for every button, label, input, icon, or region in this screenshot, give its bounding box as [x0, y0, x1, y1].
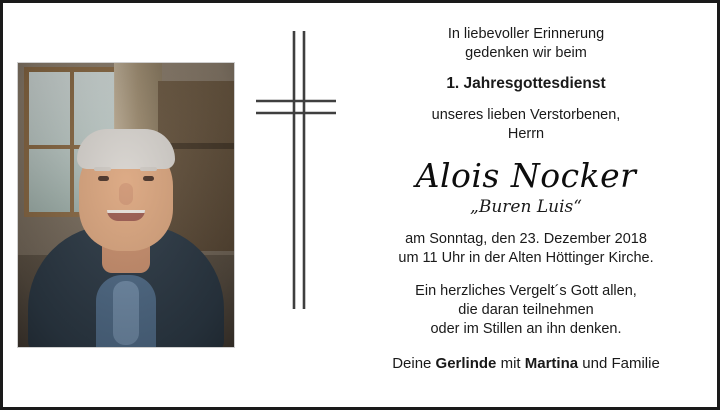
thanks-line-3: oder im Stillen an ihn denken. [430, 321, 622, 338]
family-name-1: Gerlinde [435, 354, 497, 372]
family-suffix: und Familie [578, 354, 660, 372]
service-time-place: um 11 Uhr in der Alten Höttinger Kirche. [398, 250, 654, 267]
cross-icon [248, 25, 340, 315]
occasion-title: 1. Jahresgottesdienst [446, 75, 606, 93]
relation-line-1: unseres lieben Verstorbenen, [431, 106, 621, 123]
text-column [353, 3, 717, 407]
cross-column [235, 3, 353, 407]
thanks-line-2: die daran teilnehmen [458, 302, 594, 319]
photo-vignette [18, 63, 234, 347]
photo-column [3, 3, 235, 407]
service-date: am Sonntag, den 23. Dezember 2018 [405, 230, 647, 247]
portrait-photo [17, 62, 235, 348]
family-name-2: Martina [524, 354, 579, 372]
deceased-name: Alois Nocker [415, 155, 637, 195]
deceased-nickname: „Buren Luis“ [470, 196, 582, 217]
family-prefix: Deine [392, 354, 436, 372]
relation-line-2: Herrn [507, 125, 545, 142]
thanks-line-1: Ein herzliches Vergelt´s Gott allen, [415, 283, 637, 300]
family-signature [357, 354, 695, 374]
family-mid: mit [496, 354, 525, 372]
intro-line-1: In liebevoller Erinnerung [447, 26, 605, 42]
intro-line-2: gedenken wir beim [465, 45, 587, 62]
